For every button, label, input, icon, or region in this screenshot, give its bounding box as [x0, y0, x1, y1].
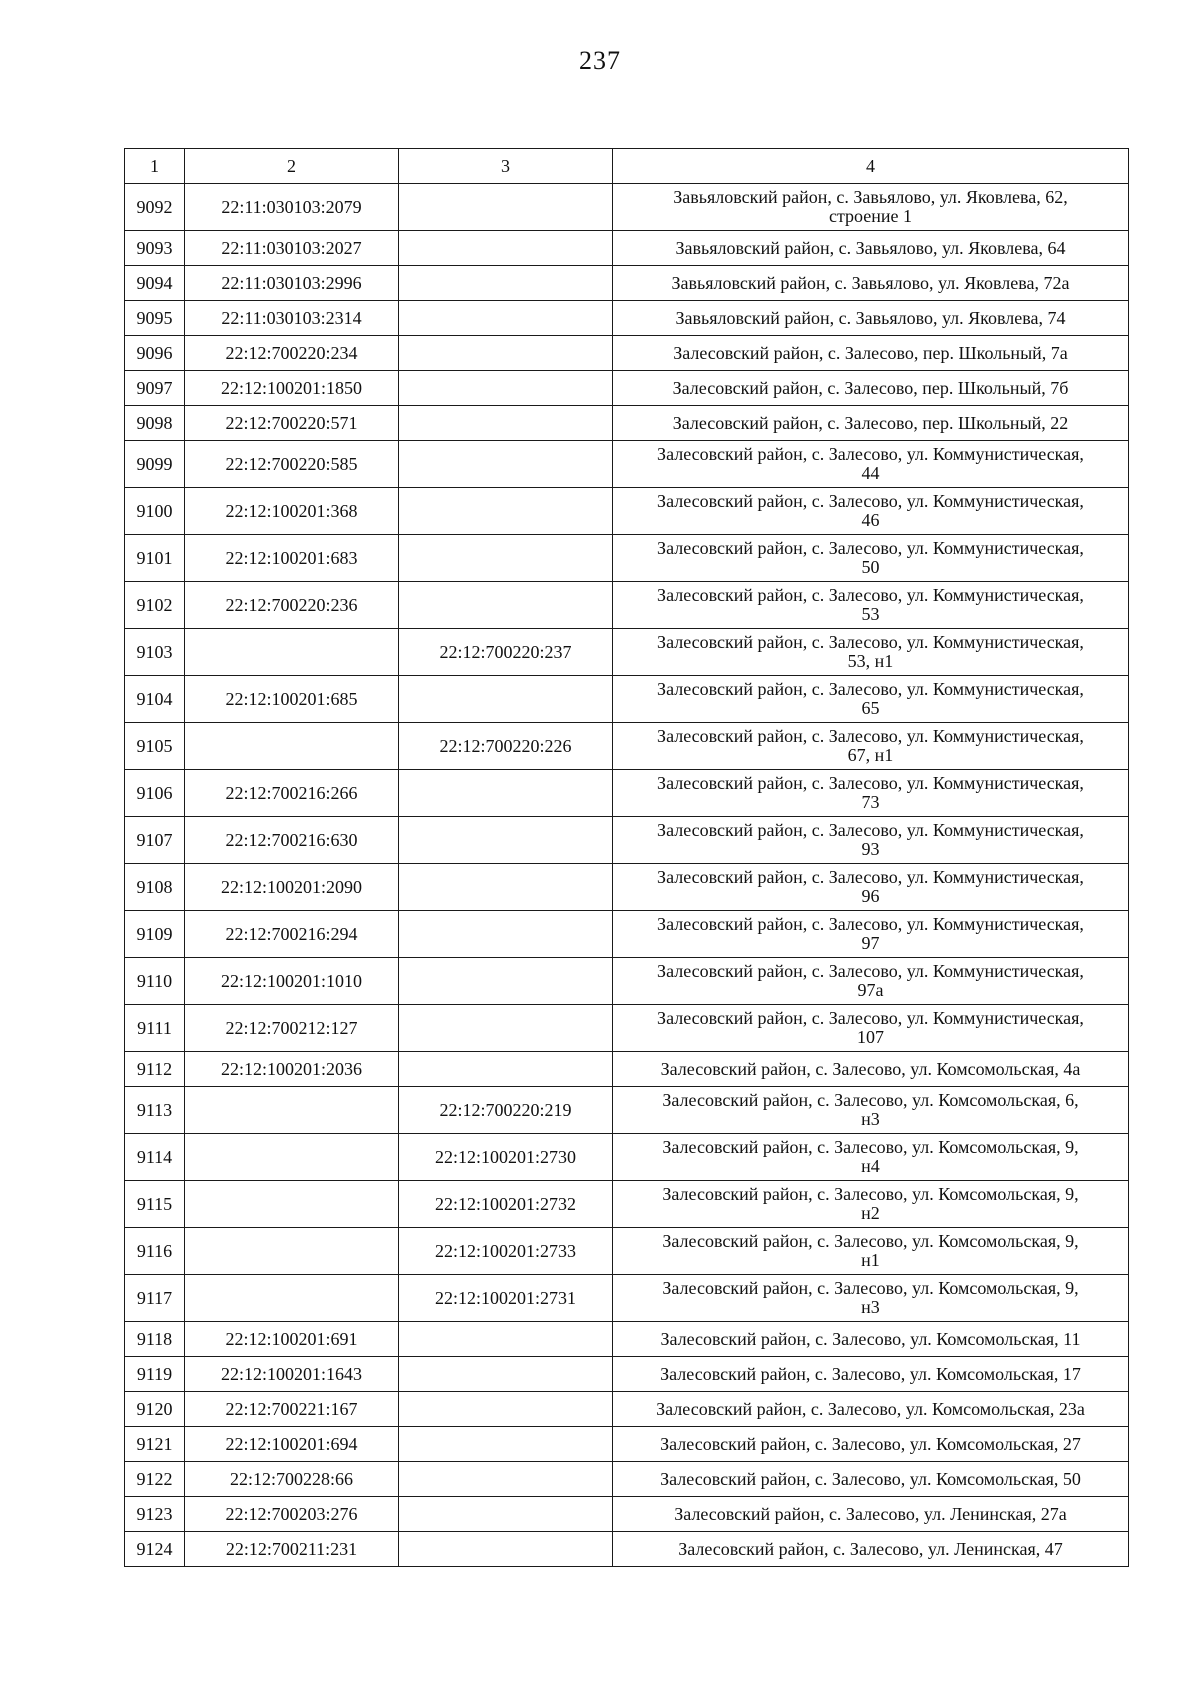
table-row	[125, 266, 1129, 301]
cadastral-number-cell: 22:12:700220:236	[185, 582, 399, 629]
row-number-cell: 9092	[125, 184, 185, 231]
secondary-cadastral-cell	[399, 1462, 613, 1497]
address-cell: Завьяловский район, с. Завьялово, ул. Яковлева, 62, строение 1	[613, 184, 1129, 231]
secondary-cadastral-cell	[399, 441, 613, 488]
cadastral-number-cell: 22:12:700220:585	[185, 441, 399, 488]
row-number-cell: 9106	[125, 770, 185, 817]
cadastral-number-cell: 22:12:700203:276	[185, 1497, 399, 1532]
secondary-cadastral-cell: 22:12:700220:226	[399, 723, 613, 770]
table-row	[125, 911, 1129, 958]
header-cell: 3	[399, 149, 613, 184]
cadastral-number-cell: 22:12:100201:2036	[185, 1052, 399, 1087]
cadastral-number-cell: 22:12:700220:571	[185, 406, 399, 441]
row-number-cell: 9113	[125, 1087, 185, 1134]
secondary-cadastral-cell	[399, 770, 613, 817]
cadastral-number-cell	[185, 1087, 399, 1134]
table-row	[125, 336, 1129, 371]
secondary-cadastral-cell	[399, 371, 613, 406]
row-number-cell: 9105	[125, 723, 185, 770]
cadastral-number-cell: 22:12:100201:1850	[185, 371, 399, 406]
address-cell: Залесовский район, с. Залесово, ул. Коммунистическая, 53, н1	[613, 629, 1129, 676]
address-cell: Залесовский район, с. Залесово, ул. Комсомольская, 11	[613, 1322, 1129, 1357]
secondary-cadastral-cell	[399, 864, 613, 911]
row-number-cell: 9117	[125, 1275, 185, 1322]
row-number-cell: 9114	[125, 1134, 185, 1181]
secondary-cadastral-cell: 22:12:100201:2730	[399, 1134, 613, 1181]
address-cell: Залесовский район, с. Залесово, ул. Коммунистическая, 44	[613, 441, 1129, 488]
row-number-cell: 9107	[125, 817, 185, 864]
address-cell: Завьяловский район, с. Завьялово, ул. Яковлева, 64	[613, 231, 1129, 266]
address-cell: Залесовский район, с. Залесово, ул. Комсомольская, 23а	[613, 1392, 1129, 1427]
row-number-cell: 9096	[125, 336, 185, 371]
secondary-cadastral-cell	[399, 911, 613, 958]
row-number-cell: 9116	[125, 1228, 185, 1275]
header-cell: 4	[613, 149, 1129, 184]
address-cell: Залесовский район, с. Залесово, ул. Ленинская, 47	[613, 1532, 1129, 1567]
row-number-cell: 9124	[125, 1532, 185, 1567]
secondary-cadastral-cell: 22:12:100201:2732	[399, 1181, 613, 1228]
table-row	[125, 406, 1129, 441]
cadastral-number-cell: 22:12:700216:294	[185, 911, 399, 958]
cadastral-number-cell: 22:12:100201:2090	[185, 864, 399, 911]
table-row	[125, 184, 1129, 231]
cadastral-number-cell: 22:12:100201:691	[185, 1322, 399, 1357]
cadastral-number-cell: 22:11:030103:2079	[185, 184, 399, 231]
secondary-cadastral-cell	[399, 301, 613, 336]
cadastral-number-cell: 22:12:700216:266	[185, 770, 399, 817]
address-cell: Залесовский район, с. Залесово, ул. Комсомольская, 9, н4	[613, 1134, 1129, 1181]
row-number-cell: 9103	[125, 629, 185, 676]
address-cell: Залесовский район, с. Залесово, ул. Коммунистическая, 50	[613, 535, 1129, 582]
address-cell: Залесовский район, с. Залесово, ул. Комсомольская, 27	[613, 1427, 1129, 1462]
table-row	[125, 301, 1129, 336]
row-number-cell: 9111	[125, 1005, 185, 1052]
table-row	[125, 629, 1129, 676]
address-cell: Залесовский район, с. Залесово, ул. Коммунистическая, 53	[613, 582, 1129, 629]
address-cell: Залесовский район, с. Залесово, ул. Коммунистическая, 107	[613, 1005, 1129, 1052]
address-cell: Завьяловский район, с. Завьялово, ул. Яковлева, 72а	[613, 266, 1129, 301]
secondary-cadastral-cell	[399, 1357, 613, 1392]
address-cell: Залесовский район, с. Залесово, ул. Комсомольская, 9, н1	[613, 1228, 1129, 1275]
cadastral-number-cell: 22:11:030103:2314	[185, 301, 399, 336]
cadastral-number-cell: 22:12:100201:1010	[185, 958, 399, 1005]
cadastral-number-cell: 22:12:700211:231	[185, 1532, 399, 1567]
secondary-cadastral-cell	[399, 488, 613, 535]
address-cell: Залесовский район, с. Залесово, ул. Коммунистическая, 97	[613, 911, 1129, 958]
secondary-cadastral-cell: 22:12:100201:2733	[399, 1228, 613, 1275]
address-cell: Залесовский район, с. Залесово, ул. Коммунистическая, 97а	[613, 958, 1129, 1005]
table-row	[125, 1462, 1129, 1497]
cadastral-number-cell: 22:11:030103:2027	[185, 231, 399, 266]
secondary-cadastral-cell	[399, 1427, 613, 1462]
table-row	[125, 1005, 1129, 1052]
table-row	[125, 1052, 1129, 1087]
table-row	[125, 1134, 1129, 1181]
table-row	[125, 1322, 1129, 1357]
address-cell: Залесовский район, с. Залесово, пер. Школьный, 22	[613, 406, 1129, 441]
secondary-cadastral-cell: 22:12:100201:2731	[399, 1275, 613, 1322]
cadastral-number-cell	[185, 1181, 399, 1228]
cadastral-number-cell: 22:11:030103:2996	[185, 266, 399, 301]
secondary-cadastral-cell	[399, 817, 613, 864]
cadastral-number-cell: 22:12:100201:685	[185, 676, 399, 723]
table-row	[125, 817, 1129, 864]
address-cell: Завьяловский район, с. Завьялово, ул. Яковлева, 74	[613, 301, 1129, 336]
registry-table	[124, 148, 1129, 1567]
page-number: 237	[579, 46, 621, 75]
address-cell: Залесовский район, с. Залесово, ул. Ленинская, 27а	[613, 1497, 1129, 1532]
address-cell: Залесовский район, с. Залесово, ул. Коммунистическая, 65	[613, 676, 1129, 723]
row-number-cell: 9102	[125, 582, 185, 629]
address-cell: Залесовский район, с. Залесово, ул. Комсомольская, 9, н3	[613, 1275, 1129, 1322]
secondary-cadastral-cell	[399, 336, 613, 371]
row-number-cell: 9101	[125, 535, 185, 582]
address-cell: Залесовский район, с. Залесово, ул. Коммунистическая, 67, н1	[613, 723, 1129, 770]
secondary-cadastral-cell	[399, 1532, 613, 1567]
table-row	[125, 864, 1129, 911]
cadastral-number-cell	[185, 1275, 399, 1322]
row-number-cell: 9121	[125, 1427, 185, 1462]
table-row	[125, 958, 1129, 1005]
table-row	[125, 1497, 1129, 1532]
address-cell: Залесовский район, с. Залесово, ул. Комсомольская, 6, н3	[613, 1087, 1129, 1134]
address-cell: Залесовский район, с. Залесово, ул. Коммунистическая, 46	[613, 488, 1129, 535]
secondary-cadastral-cell	[399, 184, 613, 231]
cadastral-number-cell: 22:12:100201:683	[185, 535, 399, 582]
header-cell: 1	[125, 149, 185, 184]
secondary-cadastral-cell	[399, 1005, 613, 1052]
secondary-cadastral-cell	[399, 1392, 613, 1427]
address-cell: Залесовский район, с. Залесово, ул. Комсомольская, 17	[613, 1357, 1129, 1392]
table-row	[125, 1357, 1129, 1392]
address-cell: Залесовский район, с. Залесово, ул. Коммунистическая, 93	[613, 817, 1129, 864]
cadastral-number-cell: 22:12:700228:66	[185, 1462, 399, 1497]
cadastral-number-cell: 22:12:700221:167	[185, 1392, 399, 1427]
cadastral-number-cell: 22:12:700216:630	[185, 817, 399, 864]
row-number-cell: 9109	[125, 911, 185, 958]
row-number-cell: 9093	[125, 231, 185, 266]
address-cell: Залесовский район, с. Залесово, ул. Коммунистическая, 96	[613, 864, 1129, 911]
table-row	[125, 1181, 1129, 1228]
secondary-cadastral-cell	[399, 231, 613, 266]
row-number-cell: 9100	[125, 488, 185, 535]
cadastral-number-cell: 22:12:700220:234	[185, 336, 399, 371]
row-number-cell: 9110	[125, 958, 185, 1005]
cadastral-number-cell	[185, 1134, 399, 1181]
row-number-cell: 9097	[125, 371, 185, 406]
row-number-cell: 9098	[125, 406, 185, 441]
address-cell: Залесовский район, с. Залесово, ул. Комсомольская, 9, н2	[613, 1181, 1129, 1228]
row-number-cell: 9094	[125, 266, 185, 301]
secondary-cadastral-cell	[399, 676, 613, 723]
cadastral-number-cell	[185, 723, 399, 770]
table-row	[125, 723, 1129, 770]
secondary-cadastral-cell	[399, 266, 613, 301]
cadastral-number-cell	[185, 629, 399, 676]
secondary-cadastral-cell: 22:12:700220:219	[399, 1087, 613, 1134]
cadastral-number-cell: 22:12:100201:368	[185, 488, 399, 535]
table-row	[125, 231, 1129, 266]
cadastral-number-cell	[185, 1228, 399, 1275]
table-row	[125, 1087, 1129, 1134]
address-cell: Залесовский район, с. Залесово, пер. Школьный, 7а	[613, 336, 1129, 371]
row-number-cell: 9120	[125, 1392, 185, 1427]
cadastral-number-cell: 22:12:700212:127	[185, 1005, 399, 1052]
table-row	[125, 770, 1129, 817]
row-number-cell: 9104	[125, 676, 185, 723]
table-row	[125, 1392, 1129, 1427]
row-number-cell: 9123	[125, 1497, 185, 1532]
row-number-cell: 9119	[125, 1357, 185, 1392]
row-number-cell: 9122	[125, 1462, 185, 1497]
table-row	[125, 676, 1129, 723]
secondary-cadastral-cell	[399, 958, 613, 1005]
table-row	[125, 371, 1129, 406]
row-number-cell: 9095	[125, 301, 185, 336]
secondary-cadastral-cell	[399, 582, 613, 629]
address-cell: Залесовский район, с. Залесово, ул. Комсомольская, 4а	[613, 1052, 1129, 1087]
secondary-cadastral-cell	[399, 535, 613, 582]
table-row	[125, 582, 1129, 629]
address-cell: Залесовский район, с. Залесово, ул. Комсомольская, 50	[613, 1462, 1129, 1497]
address-cell: Залесовский район, с. Залесово, пер. Школьный, 7б	[613, 371, 1129, 406]
secondary-cadastral-cell	[399, 1052, 613, 1087]
row-number-cell: 9118	[125, 1322, 185, 1357]
secondary-cadastral-cell: 22:12:700220:237	[399, 629, 613, 676]
row-number-cell: 9112	[125, 1052, 185, 1087]
table-row	[125, 1427, 1129, 1462]
table-row	[125, 1228, 1129, 1275]
secondary-cadastral-cell	[399, 406, 613, 441]
secondary-cadastral-cell	[399, 1497, 613, 1532]
table-row	[125, 1275, 1129, 1322]
row-number-cell: 9099	[125, 441, 185, 488]
header-cell: 2	[185, 149, 399, 184]
table-row	[125, 441, 1129, 488]
row-number-cell: 9108	[125, 864, 185, 911]
cadastral-number-cell: 22:12:100201:694	[185, 1427, 399, 1462]
row-number-cell: 9115	[125, 1181, 185, 1228]
address-cell: Залесовский район, с. Залесово, ул. Коммунистическая, 73	[613, 770, 1129, 817]
table-row	[125, 535, 1129, 582]
secondary-cadastral-cell	[399, 1322, 613, 1357]
table-row	[125, 1532, 1129, 1567]
header-row	[125, 149, 1129, 184]
cadastral-number-cell: 22:12:100201:1643	[185, 1357, 399, 1392]
table-row	[125, 488, 1129, 535]
